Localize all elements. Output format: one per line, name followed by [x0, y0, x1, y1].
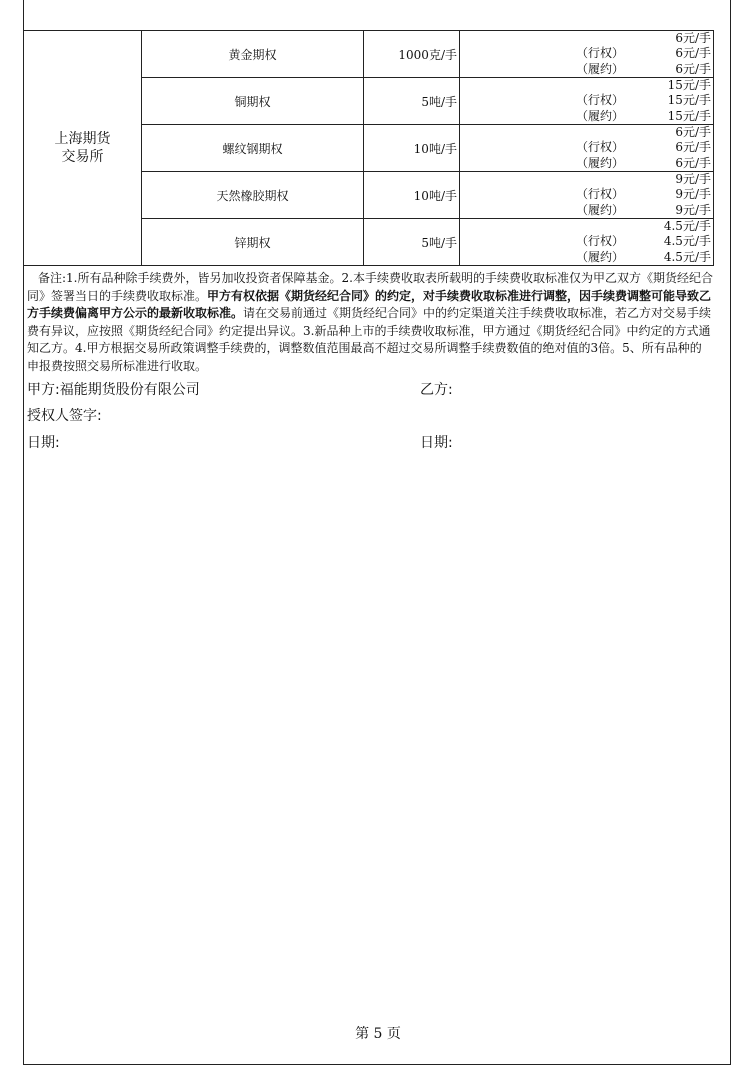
- fee-table: [23, 30, 714, 266]
- fee-label-exercise: （行权）: [576, 140, 625, 155]
- fee-cell: [460, 172, 714, 219]
- fee-performance: 9元/手: [675, 202, 711, 217]
- fee-open: 6元/手: [675, 125, 711, 140]
- fee-exercise: 6元/手: [675, 140, 711, 155]
- fee-open: 9元/手: [675, 172, 711, 187]
- fee-cell: [460, 78, 714, 125]
- product-name: 锌期权: [142, 219, 364, 266]
- date-b-label: 日期:: [420, 435, 453, 451]
- product-name: 铜期权: [142, 78, 364, 125]
- fee-exercise: 9元/手: [675, 187, 711, 202]
- page-number: 第 5 页: [355, 1026, 401, 1042]
- notes-text-2: 请在交易前通过《期货经纪合同》中的约定渠道关注手续费收取标准，若乙方对交易手续费有异议，应按照《期货经纪合同》约定提出异议。3.新品种上市的手续费收取标准，甲方通过《期货经纪合同》中约定的方式通知乙方。4.甲方根据交易所政策调整手续费的，调整数值范围最高不超过交易所调整手续费数值的绝对值的3倍。5、所有品种的申报费按照交易所标准进行收取。: [27, 306, 712, 373]
- fee-open: 15元/手: [667, 78, 711, 93]
- product-name: 天然橡胶期权: [142, 172, 364, 219]
- fee-label-exercise: （行权）: [576, 93, 625, 108]
- fee-label-performance: （履约）: [576, 61, 625, 76]
- fee-exercise: 15元/手: [667, 93, 711, 108]
- table-row: [24, 31, 714, 78]
- date-a-label: 日期:: [27, 435, 60, 451]
- fee-exercise: 6元/手: [675, 46, 711, 61]
- trade-unit: 5吨/手: [364, 219, 460, 266]
- party-a-label: 甲方:福能期货股份有限公司: [27, 382, 200, 398]
- fee-cell: [460, 219, 714, 266]
- fee-cell: [460, 31, 714, 78]
- fee-label-performance: （履约）: [576, 249, 625, 264]
- fee-performance: 6元/手: [675, 61, 711, 76]
- fee-label-exercise: （行权）: [576, 187, 625, 202]
- fee-label-performance: （履约）: [576, 155, 625, 170]
- fee-label-exercise: （行权）: [576, 46, 625, 61]
- notes-text-bold: 甲方有权依据《期货经纪合同》的约定，对手续费收取标准进行调整，因手续费调整可能导致乙方手续费偏离甲方公示的最新收取标准。: [27, 288, 712, 320]
- exchange-name-line2: 交易所: [61, 149, 104, 165]
- authorized-signature-label: 授权人签字:: [27, 408, 102, 424]
- product-name: 螺纹钢期权: [142, 125, 364, 172]
- exchange-name-line1: 上海期货: [54, 131, 111, 147]
- trade-unit: 5吨/手: [364, 78, 460, 125]
- fee-performance: 15元/手: [667, 108, 711, 123]
- fee-label-exercise: （行权）: [576, 234, 625, 249]
- notes-paragraph: [27, 270, 713, 375]
- exchange-cell: [24, 31, 142, 266]
- fee-performance: 6元/手: [675, 155, 711, 170]
- trade-unit: 1000克/手: [364, 31, 460, 78]
- fee-cell: [460, 125, 714, 172]
- fee-label-performance: （履约）: [576, 202, 625, 217]
- party-b-label: 乙方:: [420, 382, 453, 398]
- fee-exercise: 4.5元/手: [663, 234, 711, 249]
- fee-open: 6元/手: [675, 31, 711, 46]
- notes-text-1: 备注:1.所有品种除手续费外，皆另加收投资者保障基金。2.本手续费收取表所载明的手续费收取标准仅为甲乙双方《期货经纪合同》签署当日的手续费收取标准。: [27, 271, 713, 303]
- fee-performance: 4.5元/手: [663, 249, 711, 264]
- product-name: 黄金期权: [142, 31, 364, 78]
- trade-unit: 10吨/手: [364, 125, 460, 172]
- fee-open: 4.5元/手: [663, 219, 711, 234]
- fee-label-performance: （履约）: [576, 108, 625, 123]
- trade-unit: 10吨/手: [364, 172, 460, 219]
